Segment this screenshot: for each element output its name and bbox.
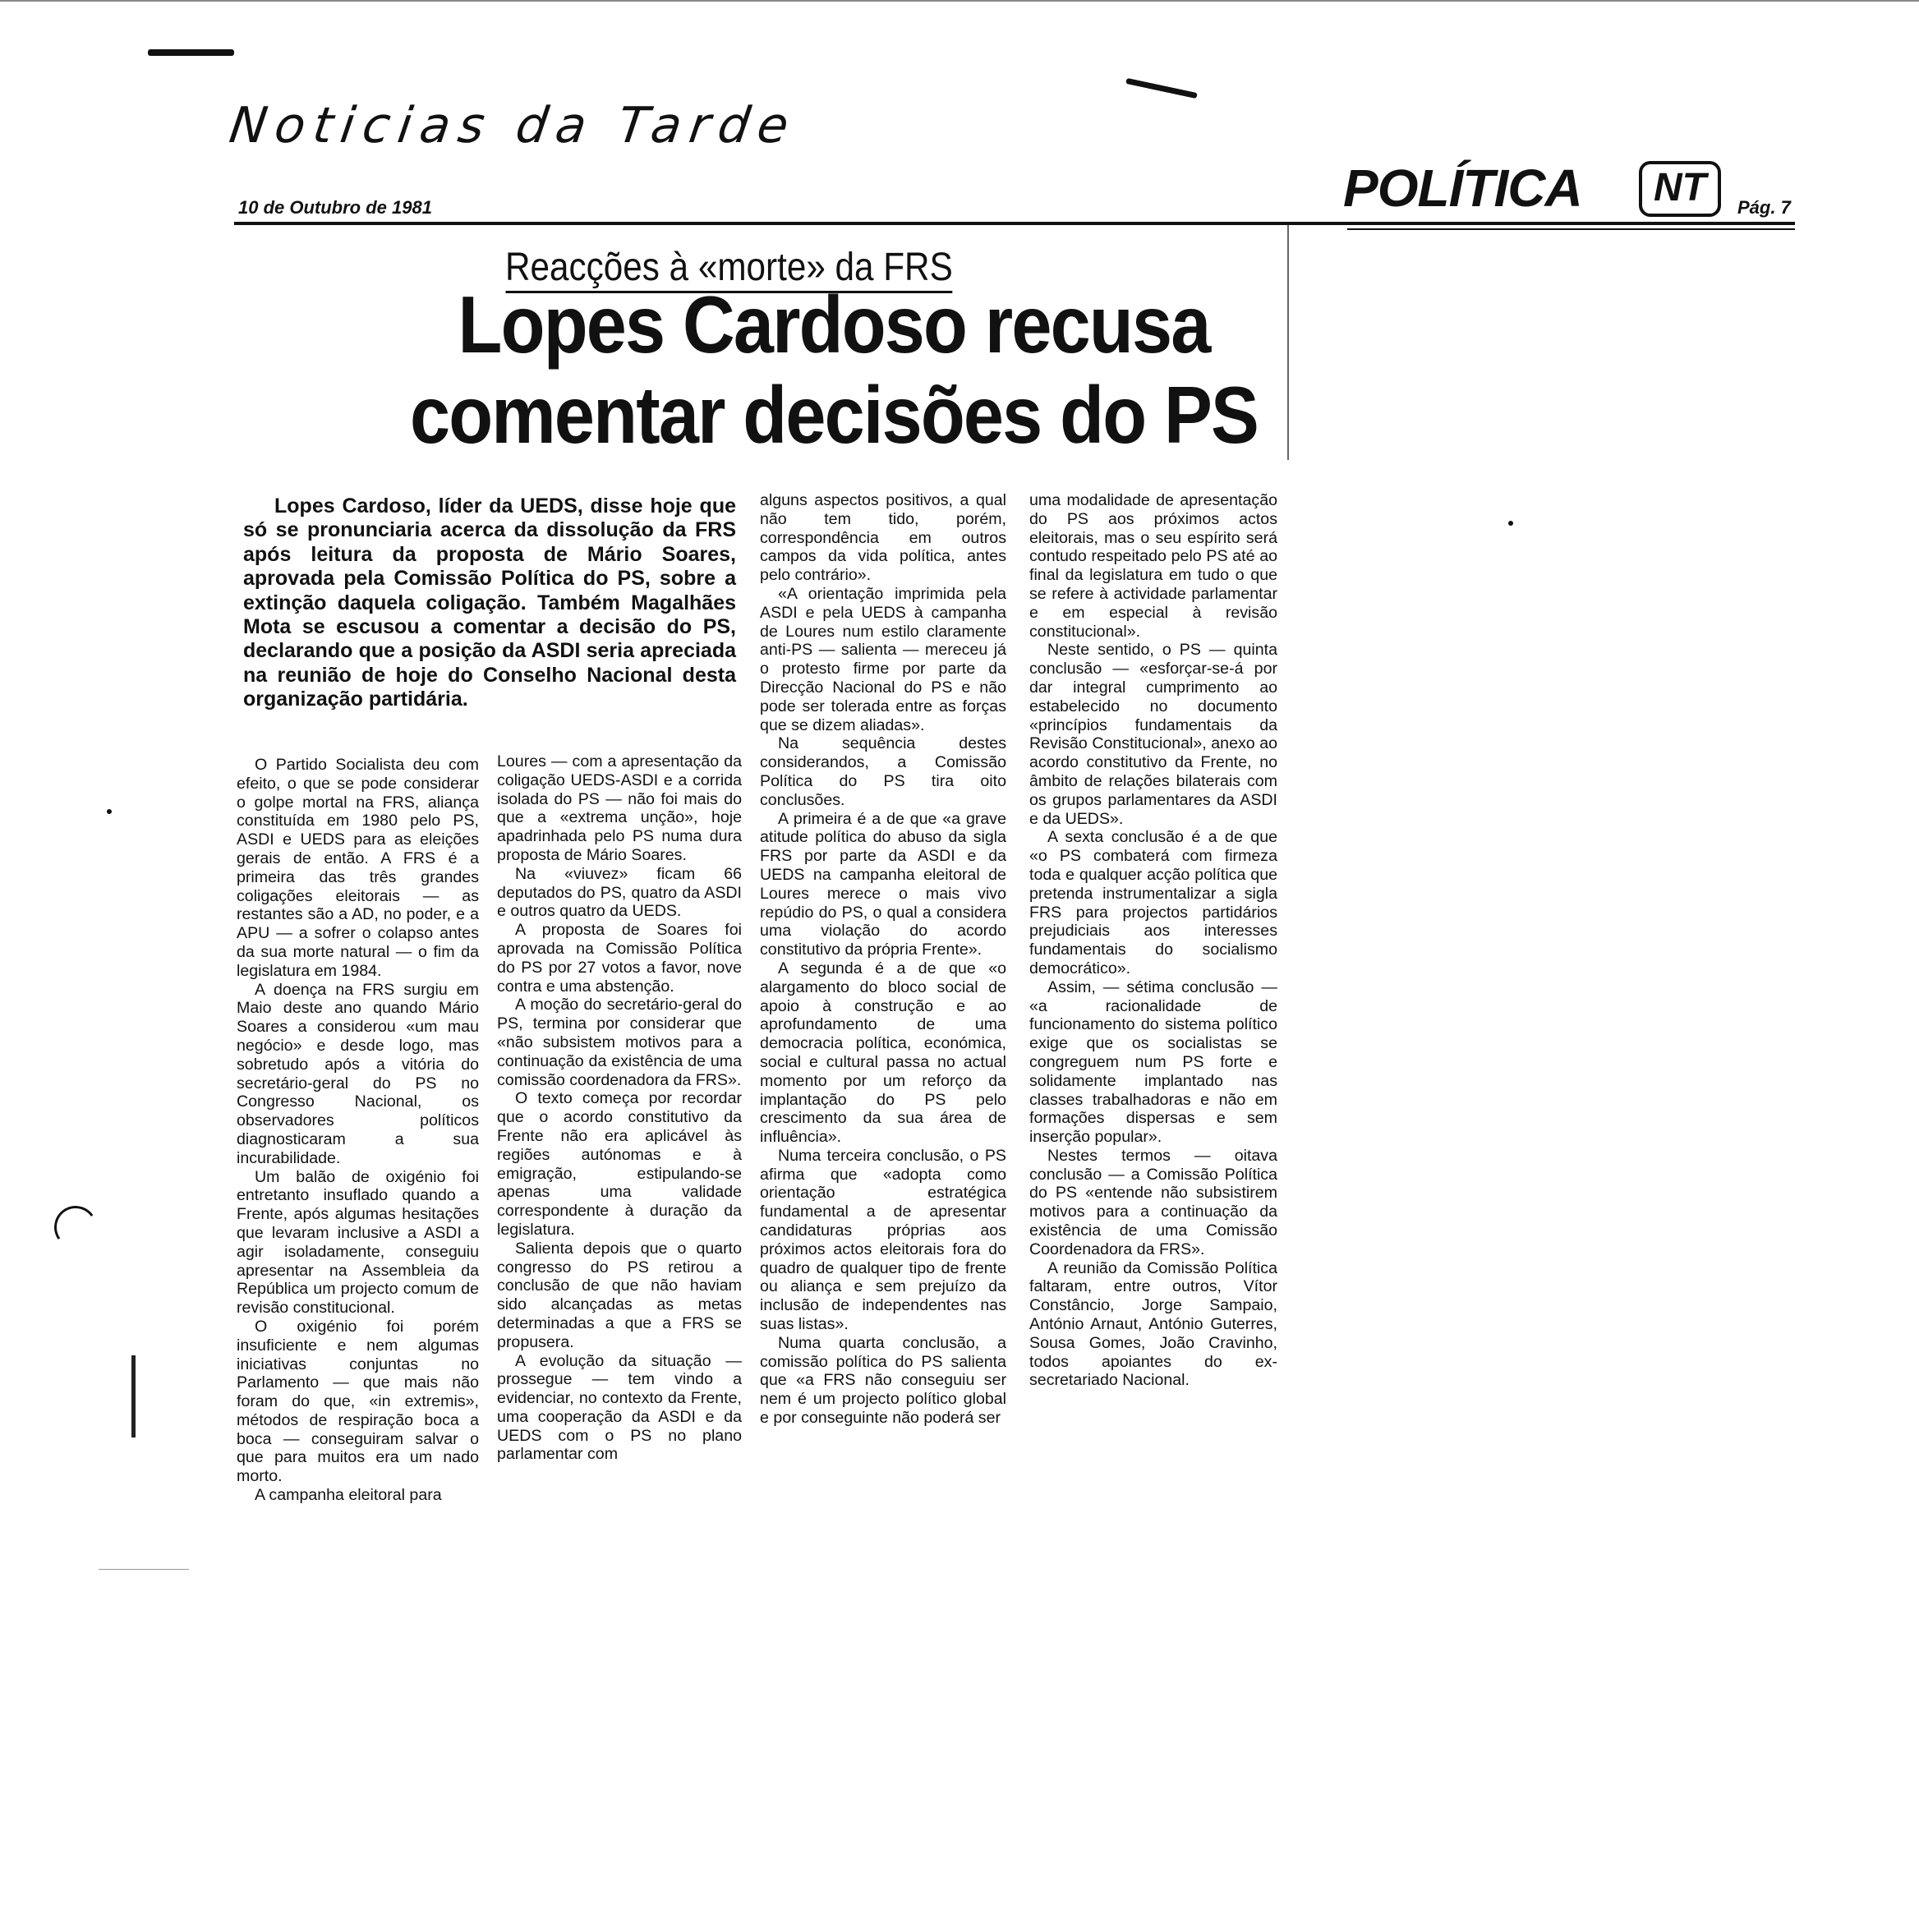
ink-mark <box>1125 78 1198 99</box>
publication-date: 10 de Outubro de 1981 <box>238 197 432 218</box>
scan-artifact <box>51 1203 100 1252</box>
paragraph: O Partido Socialista deu com efeito, o que se pode considerar o golpe mortal na FRS, aliança constituída em 1980 pelo PS, ASDI e UEDS para as eleições gerais de então. A FRS é a primeira das três grandes coligações eleitorais — as restantes são a AD, no poder, e a APU — a sofrer o colapso antes da sua morte natural — o fim da legislatura em 1984. <box>237 756 479 980</box>
paragraph: uma modalidade de apresentação do PS aos próximos actos eleitorais, mas o seu espírito será contudo respeitado pelo PS até ao final da legislatura em tudo o que se refere à actividade parlamentar e em especial à revisão constitucional». <box>1029 491 1277 641</box>
page-number: Pág. 7 <box>1737 197 1791 218</box>
text-column-1 <box>237 756 479 1505</box>
paragraph: Um balão de oxigénio foi entretanto insuflado quando a Frente, após algumas hesitações que levaram inclusive a ASDI a agir isoladamente, conseguiu apresentar na Assembleia da República um projecto comum de revisão constitucional. <box>237 1167 479 1318</box>
article-headline: Lopes Cardoso recusa comentar decisões do PS <box>409 279 1259 460</box>
paragraph: A evolução da situação — prossegue — tem vindo a evidenciar, no contexto da Frente, uma cooperação da ASDI e da UEDS com o PS no plano parlamentar com <box>497 1351 742 1464</box>
paragraph: Na sequência destes considerandos, a Comissão Política do PS tira oito conclusões. <box>760 734 1006 809</box>
scan-artifact <box>99 1569 189 1570</box>
paragraph: A reunião da Comissão Política faltaram, entre outros, Vítor Constâncio, Jorge Sampaio, António Arnaut, António Guterres, Sousa Gomes, João Cravinho, todos apoiantes do ex-secretariado Nacional. <box>1029 1258 1277 1390</box>
text-column-4 <box>1029 491 1277 1390</box>
paragraph: Assim, — sétima conclusão — «a racionalidade de funcionamento do sistema político exige que os socialistas se congreguem num PS forte e solidamente implantado nas classes trabalhadoras e não em formações dispersas e sem inserção popular». <box>1029 978 1277 1147</box>
header-rule <box>234 222 1795 225</box>
ink-mark <box>148 49 234 56</box>
text-column-3 <box>760 491 1006 1428</box>
paragraph: A sexta conclusão é a de que «o PS combaterá com firmeza toda e qualquer acção política que pretenda instrumentalizar a sigla FRS para projectos partidários prejudiciais aos interesses fundamentais do socialismo democrático». <box>1029 828 1277 978</box>
ink-mark <box>131 1355 136 1438</box>
paragraph: O texto começa por recordar que o acordo constitutivo da Frente não era aplicável às regiões autónomas e à emigração, estipulando-se apenas uma validade correspondente à duração da legislatura. <box>497 1089 742 1239</box>
scan-border-top <box>0 0 1919 18</box>
handwritten-title: Noticias da Tarde <box>226 97 801 154</box>
paragraph: Nestes termos — oitava conclusão — a Comissão Política do PS «entende não subsistirem motivos para a continuação da existência de uma Comissão Coordenadora da FRS». <box>1029 1146 1277 1258</box>
text-column-2 <box>497 752 742 1464</box>
paragraph: Loures — com a apresentação da coligação UEDS-ASDI e a corrida isolada do PS — não foi mais do que a «extrema unção», hoje apadrinhada pelo PS numa dura proposta de Mário Soares. <box>497 752 742 864</box>
kicker-text: Reacções à «morte» da FRS <box>505 246 953 293</box>
paragraph: Neste sentido, o PS — quinta conclusão — «esforçar-se-á por dar integral cumprimento ao estabelecido no documento «princípios fundamentais da Revisão Constitucional», anexo ao acordo constitutivo da Frente, no âmbito de relações bilaterais com os grupos parlamentares da ASDI e da UEDS». <box>1029 641 1277 828</box>
scan-artifact <box>107 809 112 814</box>
paragraph: Salienta depois que o quarto congresso do PS retirou a conclusão de que não haviam sido alcançadas as metas determinadas a que a FRS se propusera. <box>497 1239 742 1351</box>
paragraph: A campanha eleitoral para <box>255 1486 442 1505</box>
paragraph: «A orientação imprimida pela ASDI e pela UEDS à campanha de Loures num estilo claramente anti-PS — salienta — mereceu já o protesto firme por parte da Direcção Nacional do PS e não pode ser tolerada entre as forças que se dizem aliadas». <box>760 584 1006 734</box>
paragraph: Numa quarta conclusão, a comissão política do PS salienta que «a FRS não conseguiu ser nem é um projecto político global e por conseguinte não poderá ser <box>760 1333 1006 1428</box>
paragraph: A segunda é a de que «o alargamento do bloco social de apoio à construção e ao aprofundamento de uma democracia política, económica, social e cultural passa no actual momento por um reforço da implantação do PS pelo crescimento da sua área de influência». <box>760 959 1006 1147</box>
paragraph: A proposta de Soares foi aprovada na Comissão Política do PS por 27 votos a favor, nove contra e uma abstenção. <box>497 921 742 996</box>
nt-logo: NT <box>1639 161 1721 217</box>
article-lead: Lopes Cardoso, líder da UEDS, disse hoje que só se pronunciaria acerca da dissolução da FRS após leitura da proposta de Mário Soares, aprovada pela Comissão Política do PS, sobre a extinção daquela coligação. Também Magalhães Mota se escusou a comentar a decisão do PS, declarando que a posição da ASDI seria apreciada na reunião de hoje do Conselho Nacional desta organização partidária. <box>243 494 736 711</box>
paragraph: Numa terceira conclusão, o PS afirma que «adopta como orientação estratégica fundamental a de apresentar candidaturas próprias aos próximos actos eleitorais fora do quadro de qualquer tipo de frente ou aliança e sem prejuízo da inclusão de independentes nas suas listas». <box>760 1146 1006 1334</box>
paragraph: A moção do secretário-geral do PS, termina por considerar que «não subsistem motivos para a continuação da existência de uma comissão coordenadora da FRS». <box>497 996 742 1089</box>
paragraph: alguns aspectos positivos, a qual não tem tido, porém, correspondência em outros campos da vida política, antes pelo contrário». <box>760 491 1006 585</box>
paragraph: A primeira é a de que «a grave atitude política do abuso da sigla FRS por parte da ASDI e da UEDS na campanha eleitoral de Loures merece o mais vivo repúdio do PS, o qual a considera uma violação do acordo constitutivo da própria Frente». <box>760 809 1006 959</box>
header-rule <box>1347 228 1795 230</box>
paragraph: Na «viuvez» ficam 66 deputados do PS, quatro da ASDI e outros quatro da UEDS. <box>497 864 742 921</box>
scan-artifact <box>1508 521 1513 526</box>
section-title: POLÍTICA <box>1343 159 1582 218</box>
paragraph: A doença na FRS surgiu em Maio deste ano quando Mário Soares a considerou «um mau negócio» e desde logo, mas sobretudo após a vitória do secretário-geral do PS no Congresso Nacional, os observadores políticos diagnosticaram a sua incurabilidade. <box>237 980 479 1167</box>
paragraph: O oxigénio foi porém insuficiente e nem algumas iniciativas conjuntas no Parlamento — que mais não foram do que, «in extremis», métodos de respiração boca a boca — conseguiram salvar o que para muitos era um nado morto. <box>237 1317 479 1486</box>
